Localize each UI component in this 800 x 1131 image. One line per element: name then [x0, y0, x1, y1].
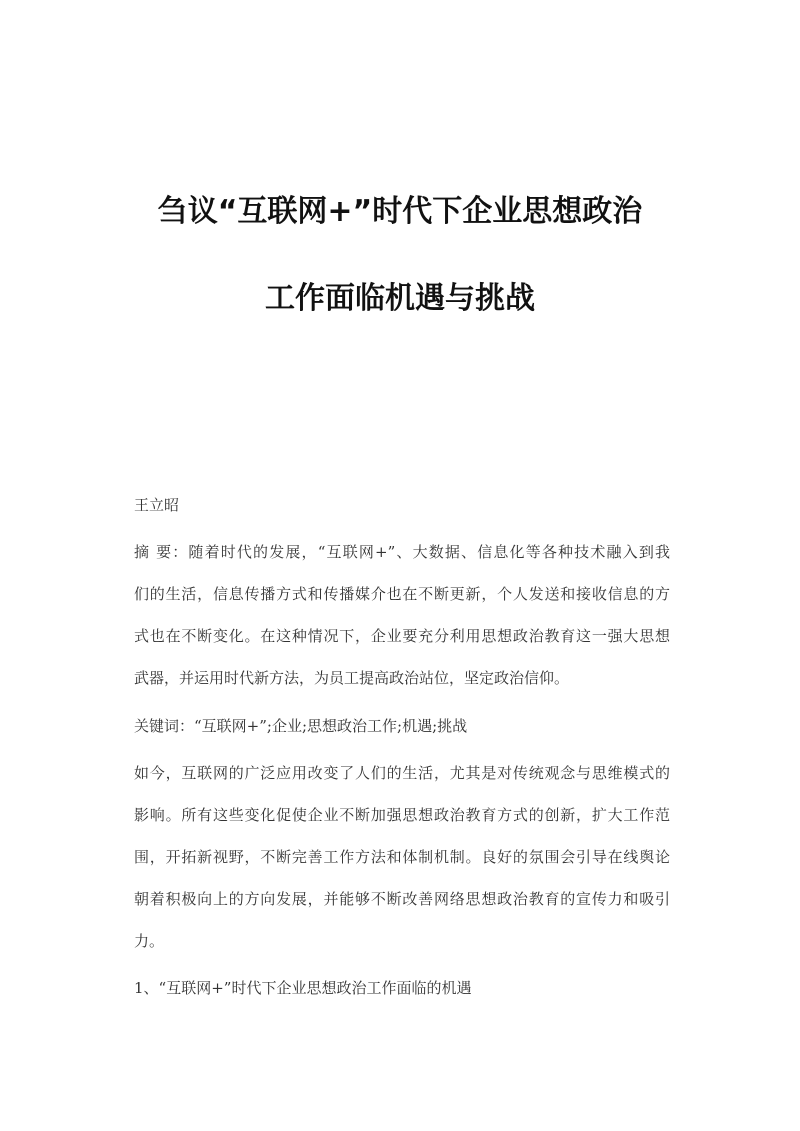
abstract-paragraph	[134, 541, 670, 709]
abstract-line: 摘 要：随着时代的发展，“互联网+”、大数据、信息化等各种技术融入到我	[134, 543, 670, 561]
intro-line: 力。	[134, 932, 165, 950]
title-line-1: 刍议“互联网+”时代下企业思想政治	[157, 194, 643, 229]
intro-line: 如今，互联网的广泛应用改变了人们的生活，尤其是对传统观念与思维模式的	[134, 764, 670, 782]
intro-paragraph	[134, 762, 670, 972]
abstract-line: 武器，并运用时代新方法，为员工提高政治站位，坚定政治信仰。	[134, 669, 570, 687]
abstract-line: 式也在不断变化。在这种情况下，企业要充分利用思想政治教育这一强大思想	[134, 627, 670, 645]
abstract-line: 们的生活，信息传播方式和传播媒介也在不断更新，个人发送和接收信息的方	[134, 585, 670, 603]
title-line-2: 工作面临机遇与挑战	[265, 281, 535, 316]
intro-line: 围，开拓新视野，不断完善工作方法和体制机制。良好的氛围会引导在线舆论	[134, 848, 670, 866]
intro-line: 影响。所有这些变化促使企业不断加强思想政治教育方式的创新，扩大工作范	[134, 806, 670, 824]
section-heading: 1、“互联网+”时代下企业思想政治工作面临的机遇	[134, 979, 472, 997]
keywords-line: 关键词：“互联网+”;企业;思想政治工作;机遇;挑战	[134, 717, 468, 735]
author-name: 王立昭	[134, 496, 180, 514]
intro-line: 朝着积极向上的方向发展，并能够不断改善网络思想政治教育的宣传力和吸引	[134, 890, 670, 908]
